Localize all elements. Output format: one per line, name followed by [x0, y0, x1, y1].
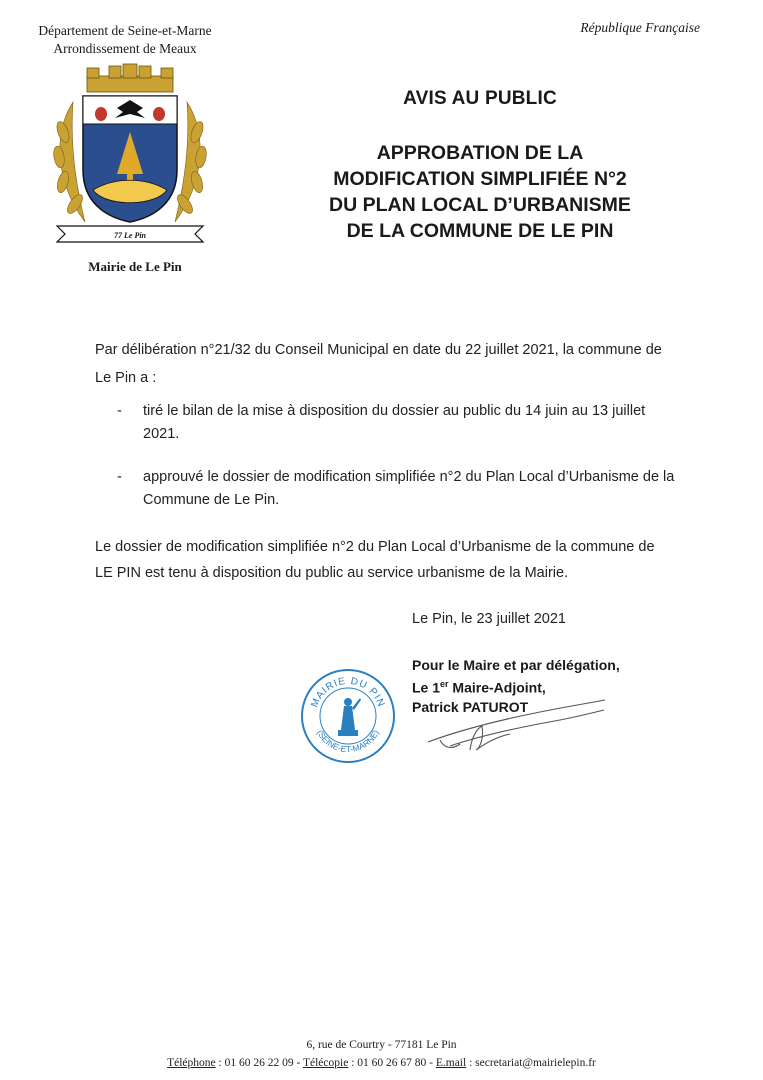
title-line: MODIFICATION SIMPLIFIÉE N°2: [333, 168, 627, 190]
email-label: E.mail: [435, 1057, 467, 1069]
phone-number: : 01 60 26 22 09 -: [215, 1057, 303, 1069]
notice-title-block: [290, 88, 670, 244]
stamp-bottom-text: (SEINE-ET-MARNE): [315, 728, 381, 755]
title-line: DU PLAN LOCAL D’URBANISME: [329, 194, 631, 216]
notice-heading: AVIS AU PUBLIC: [403, 88, 557, 109]
list-item: [95, 466, 675, 512]
delegation-line: Pour le Maire et par délégation,: [412, 657, 620, 673]
deputy-title-suffix: Maire-Adjoint,: [448, 679, 546, 696]
list-item-text: approuvé le dossier de modification simplifiée n°2 du Plan Local d’Urbanisme de la Commune de Le Pin.: [143, 469, 675, 508]
place-date-line: Le Pin, le 23 juillet 2021: [412, 611, 566, 627]
mairie-label: Mairie de Le Pin: [88, 259, 182, 274]
closing-paragraph: Le dossier de modification simplifiée n°2 du Plan Local d’Urbanisme de la commune de LE PIN est tenu à disposition du public au service urbanisme de la Mairie.: [95, 539, 655, 581]
email-address[interactable]: : secretariat@mairielepin.fr: [466, 1057, 596, 1069]
republic-label: République Française: [580, 20, 700, 35]
footer-contact: [0, 1036, 763, 1072]
list-item-text: tiré le bilan de la mise à disposition du dossier au public du 14 juin au 13 juillet 2021.: [143, 403, 646, 442]
title-line: APPROBATION DE LA: [376, 142, 584, 164]
fax-label: Télécopie: [302, 1057, 349, 1069]
mairie-stamp: [300, 668, 396, 764]
list-item: [95, 400, 675, 446]
deputy-title-sup: er: [440, 679, 449, 689]
notice-body: [95, 336, 675, 586]
deputy-title-prefix: Le 1: [412, 679, 441, 696]
footer-address: 6, rue de Courtry - 77181 Le Pin: [306, 1039, 457, 1051]
department-header: [20, 22, 230, 58]
phone-label: Téléphone: [167, 1057, 216, 1069]
coat-of-arms-logo: [45, 62, 215, 252]
arrondissement-name: Arrondissement de Meaux: [53, 41, 197, 56]
department-name: Département de Seine-et-Marne: [38, 23, 212, 38]
fax-number: : 01 60 26 67 80 -: [348, 1057, 436, 1069]
intro-paragraph: Par délibération n°21/32 du Conseil Municipal en date du 22 juillet 2021, la commune de Le Pin a :: [95, 342, 662, 386]
signatory-name: Patrick PATUROT: [412, 698, 529, 715]
title-line: DE LA COMMUNE DE LE PIN: [346, 220, 614, 242]
handwritten-signature: [420, 690, 610, 760]
crest-ribbon-text: 77 Le Pin: [114, 231, 146, 240]
stamp-top-text: MAIRIE DU PIN: [309, 675, 387, 710]
bullet-dash: -: [117, 403, 122, 419]
footer-contact-line: [0, 1054, 763, 1072]
bullet-dash: -: [117, 469, 122, 485]
